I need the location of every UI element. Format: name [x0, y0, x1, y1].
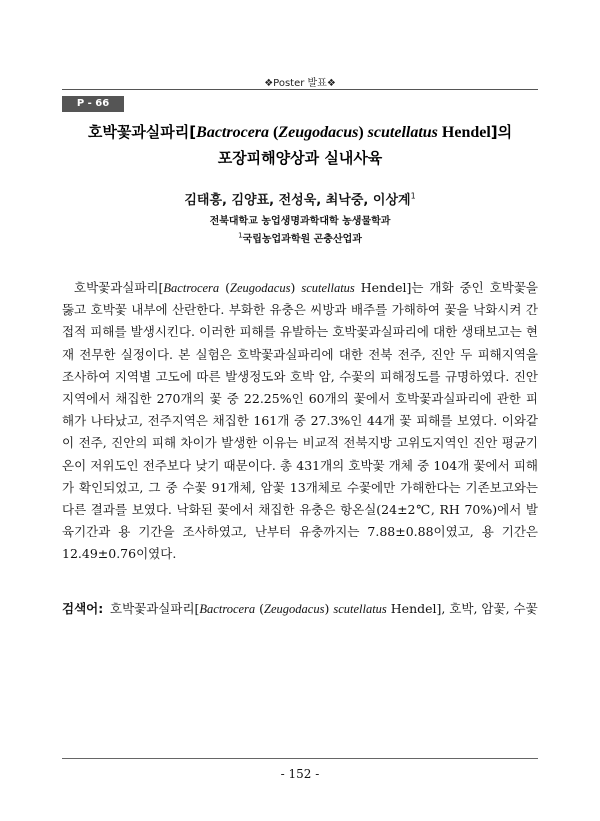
title-paren-close: ) — [358, 124, 368, 141]
title-suffix: ]의 — [490, 123, 513, 141]
header-divider — [62, 89, 538, 90]
poster-id-badge: P - 66 — [62, 96, 124, 112]
title-author: Hendel — [437, 124, 491, 141]
title-subgenus: Zeugodacus — [278, 124, 359, 141]
abstract-body: 호박꽃과실파리[Bactrocera (Zeugodacus) scutellatus Hendel]는 개화 중인 호박꽃을 뚫고 호박꽃 내부에 산란한다. 부화한 유충은 씨방과 배주를 가해하여 꽃을 낙화시켜 간접적 피해를 발생시킨다. 이러한 피해를 유발하는 호박꽃과실파리에 대한 생태보고는 현재 전무한 실정이다. 본 실험은 호박꽃과실파리에 대한 전북 전주, 진안 두 피해지역을 조사하여 지역별 고도에 따른 발생정도와 호박 암, 수꽃의 피해정도를 규명하였다. 진안지역에서 채집한 270개의 꽃 중 22.25%인 60개의 꽃에서 호박꽃과실파리에 관한 피해가 나타났고, 전주지역은 채집한 161개 중 27.3%인 44개 꽃 피해를 보였다. 이와같이 전주, 진안의 피해 차이가 발생한 이유는 비교적 전북지방 고위도지역인 진안 평균기온이 저위도인 전주보다 낮기 때문이다. 총 431개의 호박꽃 개체 중 104개 꽃에서 피해가 확인되었고, 그 중 수꽃 91개체, 암꽃 13개체로 수꽃에만 가해한다는 기존보고와는 다른 결과를 보였다. 낙화된 꽃에서 채집한 유충은 항온실(24±2℃, RH 70%)에서 발육기간과 용 기간을 조사하였고, 난부터 유충까지는 7.88±0.88이였고, 용 기간은 12.49±0.76이였다. — [62, 280, 538, 562]
affiliation-mark: 1 — [238, 231, 243, 240]
title-line-1 — [0, 121, 600, 142]
keywords-label: 검색어: — [62, 601, 104, 616]
affiliation-1: 전북대학교 농업생명과학대학 농생물학과 — [209, 216, 391, 227]
abstract-subgenus: Zeugodacus — [230, 281, 291, 295]
title-paren-open: ( — [269, 124, 279, 141]
affiliation-2: $^1$국립농업과학원 곤충산업과 — [238, 231, 362, 245]
title-species: scutellatus — [367, 124, 438, 141]
section-header: ❖Poster 발표❖ — [264, 78, 336, 89]
abstract-species: scutellatus — [301, 281, 355, 295]
abstract-genus: Bactrocera — [163, 281, 220, 295]
title-genus: Bactrocera — [196, 124, 270, 141]
keywords — [62, 598, 538, 620]
keywords-list: 호박꽃과실파리[Bactrocera (Zeugodacus) scutellatus Hendel], 호박, 암꽃, 수꽃 — [110, 601, 538, 616]
footer-divider — [62, 758, 538, 759]
title-line-2: 포장피해양상과 실내사육 — [217, 149, 383, 167]
author-list — [0, 189, 600, 208]
author-names: 김태흥, 김양표, 전성욱, 최낙중, 이상계 — [184, 193, 411, 208]
page-number: - 152 - — [280, 767, 320, 781]
title-prefix: 호박꽃과실파리[ — [87, 123, 197, 141]
author-affil-mark: 1 — [410, 191, 416, 201]
